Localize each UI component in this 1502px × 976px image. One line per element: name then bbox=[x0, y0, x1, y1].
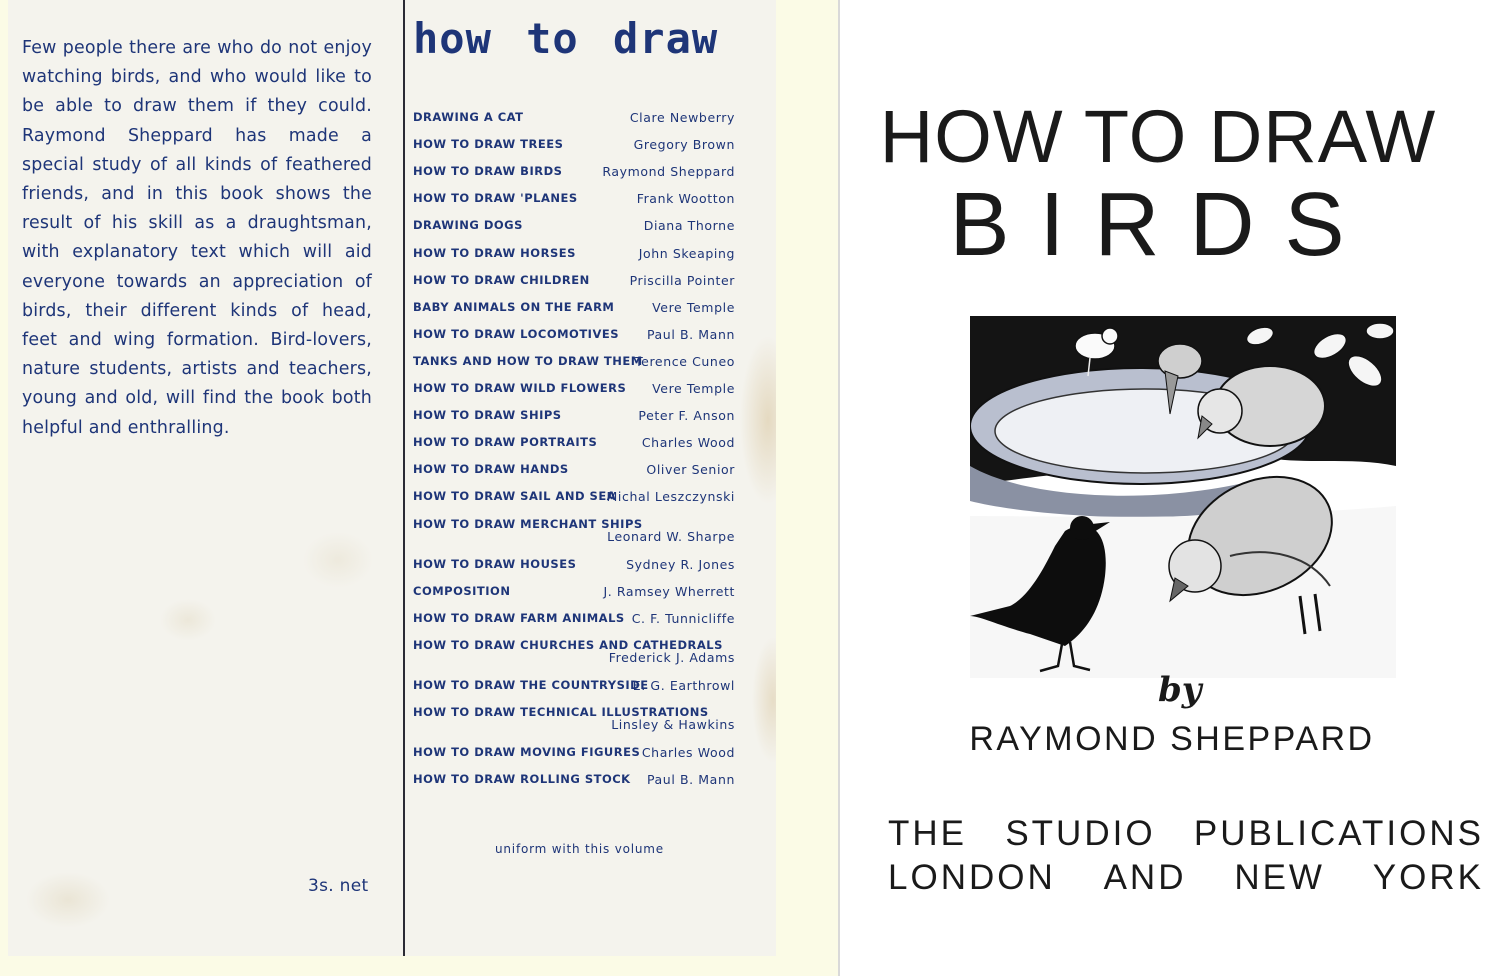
publisher-word: YORK bbox=[1372, 858, 1484, 897]
series-title-text: HOW TO DRAW 'PLANES bbox=[413, 191, 578, 206]
column-divider bbox=[403, 0, 405, 956]
series-title-text: DRAWING DOGS bbox=[413, 218, 523, 233]
series-author-text: Leonard W. Sharpe bbox=[607, 528, 735, 544]
series-author-text: Frederick J. Adams bbox=[608, 649, 735, 665]
series-author-text: Paul B. Mann bbox=[646, 772, 735, 787]
by-label: by bbox=[1158, 670, 1202, 710]
series-title-text: HOW TO DRAW ROLLING STOCK bbox=[413, 772, 631, 786]
book-title-line1: HOW TO DRAW bbox=[879, 95, 1437, 178]
series-title-text: HOW TO DRAW CHURCHES AND CATHEDRALS bbox=[413, 637, 723, 652]
series-author-text: Charles Wood bbox=[641, 435, 735, 451]
series-author-text: Peter F. Anson bbox=[638, 408, 735, 424]
series-title-text: HOW TO DRAW HOUSES bbox=[413, 556, 577, 571]
series-author-text: Charles Wood bbox=[641, 744, 735, 760]
series-title-text: HOW TO DRAW FARM ANIMALS bbox=[413, 610, 625, 625]
series-author-text: Gregory Brown bbox=[633, 137, 735, 153]
price-label: 3s. net bbox=[308, 876, 369, 896]
series-author-text: C. F. Tunnicliffe bbox=[631, 610, 735, 626]
series-title-text: HOW TO DRAW LOCOMOTIVES bbox=[413, 326, 619, 341]
series-note: uniform with this volume bbox=[495, 842, 664, 856]
publisher-line2 bbox=[888, 858, 1484, 898]
series-title-text: HOW TO DRAW TECHNICAL ILLUSTRATIONS bbox=[413, 704, 709, 719]
series-author-text: Vere Temple bbox=[652, 299, 735, 315]
publisher-word: STUDIO bbox=[1005, 814, 1156, 853]
publisher-word: AND bbox=[1103, 858, 1187, 897]
series-author-text: Priscilla Pointer bbox=[629, 272, 735, 288]
series-title-text: HOW TO DRAW TREES bbox=[413, 137, 564, 152]
series-author-text: Paul B. Mann bbox=[646, 326, 735, 342]
series-title-text: HOW TO DRAW WILD FLOWERS bbox=[413, 381, 627, 395]
series-title-text: HOW TO DRAW MOVING FIGURES bbox=[413, 744, 641, 759]
series-title-text: HOW TO DRAW BIRDS bbox=[413, 164, 563, 179]
series-author-text: Clare Newberry bbox=[629, 110, 735, 125]
series-author-text: Michal Leszczynski bbox=[606, 489, 735, 505]
series-title-text: HOW TO DRAW SAIL AND SEA bbox=[413, 489, 617, 504]
series-author-text: E. G. Earthrowl bbox=[632, 677, 735, 693]
series-author-text: Diana Thorne bbox=[643, 218, 735, 234]
series-author-text: Sydney R. Jones bbox=[626, 556, 735, 572]
book-title-line2: BIRDS bbox=[949, 175, 1375, 275]
back-cover bbox=[8, 0, 776, 956]
publisher-word: LONDON bbox=[888, 858, 1056, 897]
publisher-word: THE bbox=[888, 814, 967, 853]
publisher-word: NEW bbox=[1234, 858, 1325, 897]
series-title-text: DRAWING A CAT bbox=[413, 110, 524, 124]
title-page bbox=[838, 0, 1502, 976]
series-title-text: HOW TO DRAW SHIPS bbox=[413, 408, 562, 423]
series-author-text: Raymond Sheppard bbox=[602, 164, 735, 180]
series-title-text: HOW TO DRAW CHILDREN bbox=[413, 272, 590, 287]
author-name: RAYMOND SHEPPARD bbox=[969, 720, 1375, 758]
series-title-text: COMPOSITION bbox=[413, 583, 511, 598]
back-cover-blurb: Few people there are who do not enjoy watching birds, and who would like to be able to draw them if they could. Raymond Sheppard has made a special study of all kinds of feathered friends, and in this book shows the result of his skill as a draughtsman, with explanatory text which will aid everyone towards an appreciation of birds, their different kinds of head, feet and wing formation. Bird-lovers, nature students, artists and teachers, young and old, will find the book both helpful and enthralling. bbox=[22, 38, 372, 438]
series-author-text: Vere Temple bbox=[652, 381, 735, 396]
series-author-text: Terence Cuneo bbox=[635, 353, 735, 369]
birds-at-bird-bath-illustration bbox=[970, 316, 1396, 678]
series-title-text: HOW TO DRAW THE COUNTRYSIDE bbox=[413, 677, 649, 692]
series-author-text: John Skeaping bbox=[638, 245, 735, 261]
series-title-text: HOW TO DRAW MERCHANT SHIPS bbox=[413, 516, 643, 531]
series-author-text: Frank Wootton bbox=[636, 191, 735, 207]
series-author-text: Oliver Senior bbox=[646, 462, 735, 478]
series-author-text: J. Ramsey Wherrett bbox=[603, 583, 735, 599]
series-title: how to draw bbox=[413, 14, 719, 63]
series-title-text: HOW TO DRAW HANDS bbox=[413, 462, 569, 477]
series-title-text: BABY ANIMALS ON THE FARM bbox=[413, 299, 615, 314]
series-title-text: HOW TO DRAW PORTRAITS bbox=[413, 435, 598, 450]
publisher-word: PUBLICATIONS bbox=[1193, 814, 1484, 853]
series-title-text: HOW TO DRAW HORSES bbox=[413, 245, 576, 260]
series-author-text: Linsley & Hawkins bbox=[611, 716, 735, 732]
series-title-text: TANKS AND HOW TO DRAW THEM bbox=[413, 353, 643, 368]
publisher-line1 bbox=[888, 814, 1484, 854]
